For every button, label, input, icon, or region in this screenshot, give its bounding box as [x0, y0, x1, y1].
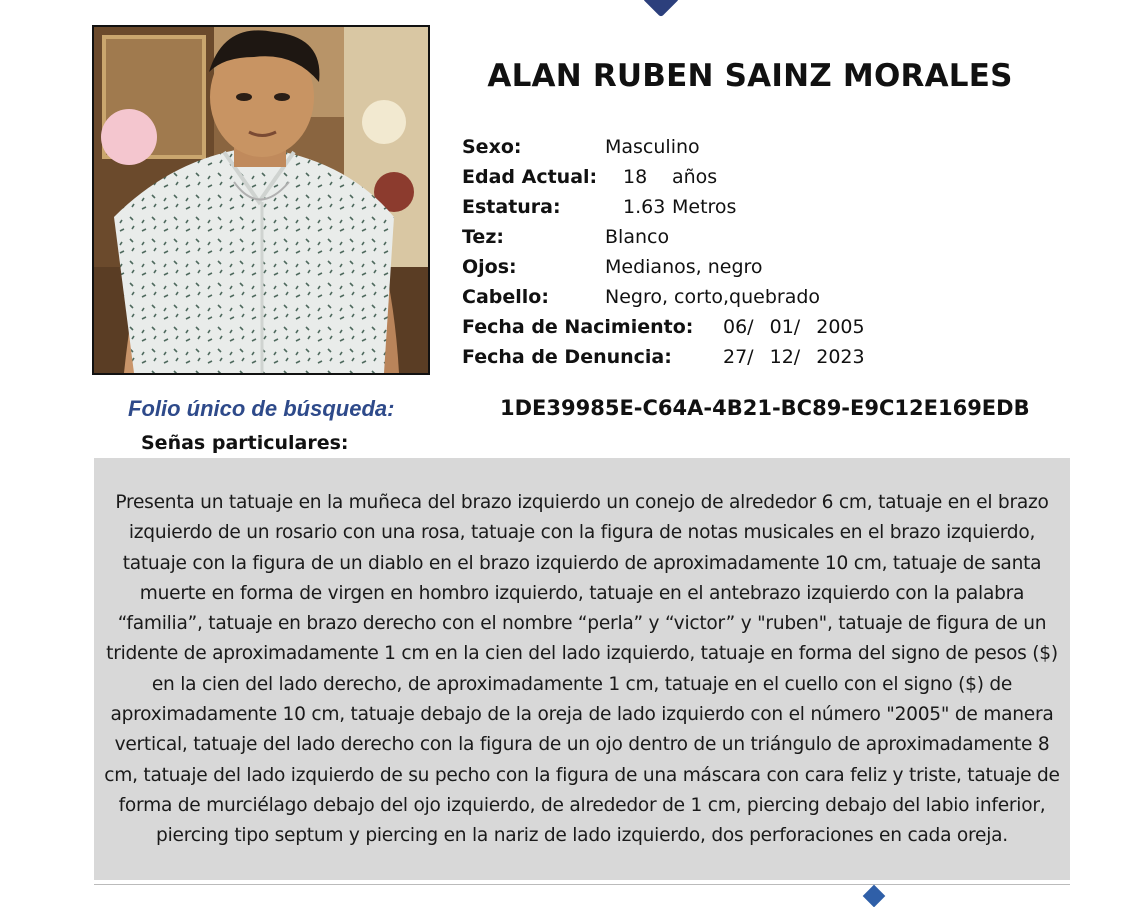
denuncia-label: Fecha de Denuncia: — [462, 346, 672, 368]
folio-value: 1DE39985E-C64A-4B21-BC89-E9C12E169EDB — [500, 396, 1030, 420]
person-photo — [92, 25, 430, 375]
ojos-value: Medianos, negro — [605, 256, 763, 278]
person-name: ALAN RUBEN SAINZ MORALES — [487, 58, 1013, 94]
estatura-unit: Metros — [672, 196, 737, 218]
senas-label: Señas particulares: — [141, 432, 349, 454]
logo-fragment-top — [643, 0, 680, 17]
logo-fragment-bottom — [863, 885, 886, 907]
divider — [94, 884, 1070, 885]
estatura-value: 1.63 — [623, 196, 666, 218]
senas-description-box — [94, 458, 1070, 880]
sexo-value: Masculino — [605, 136, 700, 158]
photo-illustration — [94, 27, 428, 373]
edad-label: Edad Actual: — [462, 166, 598, 188]
tez-label: Tez: — [462, 226, 504, 248]
ojos-label: Ojos: — [462, 256, 517, 278]
cabello-value: Negro, corto,quebrado — [605, 286, 821, 308]
senas-description: Presenta un tatuaje en la muñeca del brazo izquierdo un conejo de alrededor 6 cm, tatuaje en el brazo izquierdo de un rosario con una rosa, tatuaje con la figura de notas musicales en el brazo izquierdo, tatuaje con la figura de un diablo en el brazo izquierdo de aproximadamente 10 cm, tatuaje de santa muerte en forma de virgen en hombro izquierdo, tatuaje en el antebrazo izquierdo con la palabra “familia”, tatuaje en brazo derecho con el nombre “perla” y “victor” y "ruben", tatuaje de figura de un tridente de aproximadamente 1 cm en la cien del lado izquierdo, tatuaje en forma del signo de pesos ($) en la cien del lado derecho, de aproximadamente 1 cm, tatuaje en el cuello con el signo ($) de aproximadamente 10 cm, tatuaje debajo de la oreja de lado izquierdo con el número "2005" de manera vertical, tatuaje del lado derecho con la figura de un ojo dentro de un triángulo de aproximadamente 8 cm, tatuaje del lado izquierdo de su pecho con la figura de una máscara con cara feliz y triste, tatuaje de forma de murciélago debajo del ojo izquierdo, de alrededor de 1 cm, piercing debajo del labio inferior, piercing tipo septum y piercing en la nariz de lado izquierdo, dos perforaciones en cada oreja. — [104, 492, 1060, 847]
nacimiento-value: 06/ 01/ 2005 — [723, 316, 865, 338]
denuncia-value: 27/ 12/ 2023 — [723, 346, 865, 368]
cabello-label: Cabello: — [462, 286, 549, 308]
tez-value: Blanco — [605, 226, 670, 248]
edad-value: 18 — [623, 166, 648, 188]
nacimiento-label: Fecha de Nacimiento: — [462, 316, 694, 338]
folio-label: Folio único de búsqueda: — [128, 396, 395, 421]
estatura-label: Estatura: — [462, 196, 561, 218]
edad-unit: años — [672, 166, 718, 188]
sexo-label: Sexo: — [462, 136, 522, 158]
